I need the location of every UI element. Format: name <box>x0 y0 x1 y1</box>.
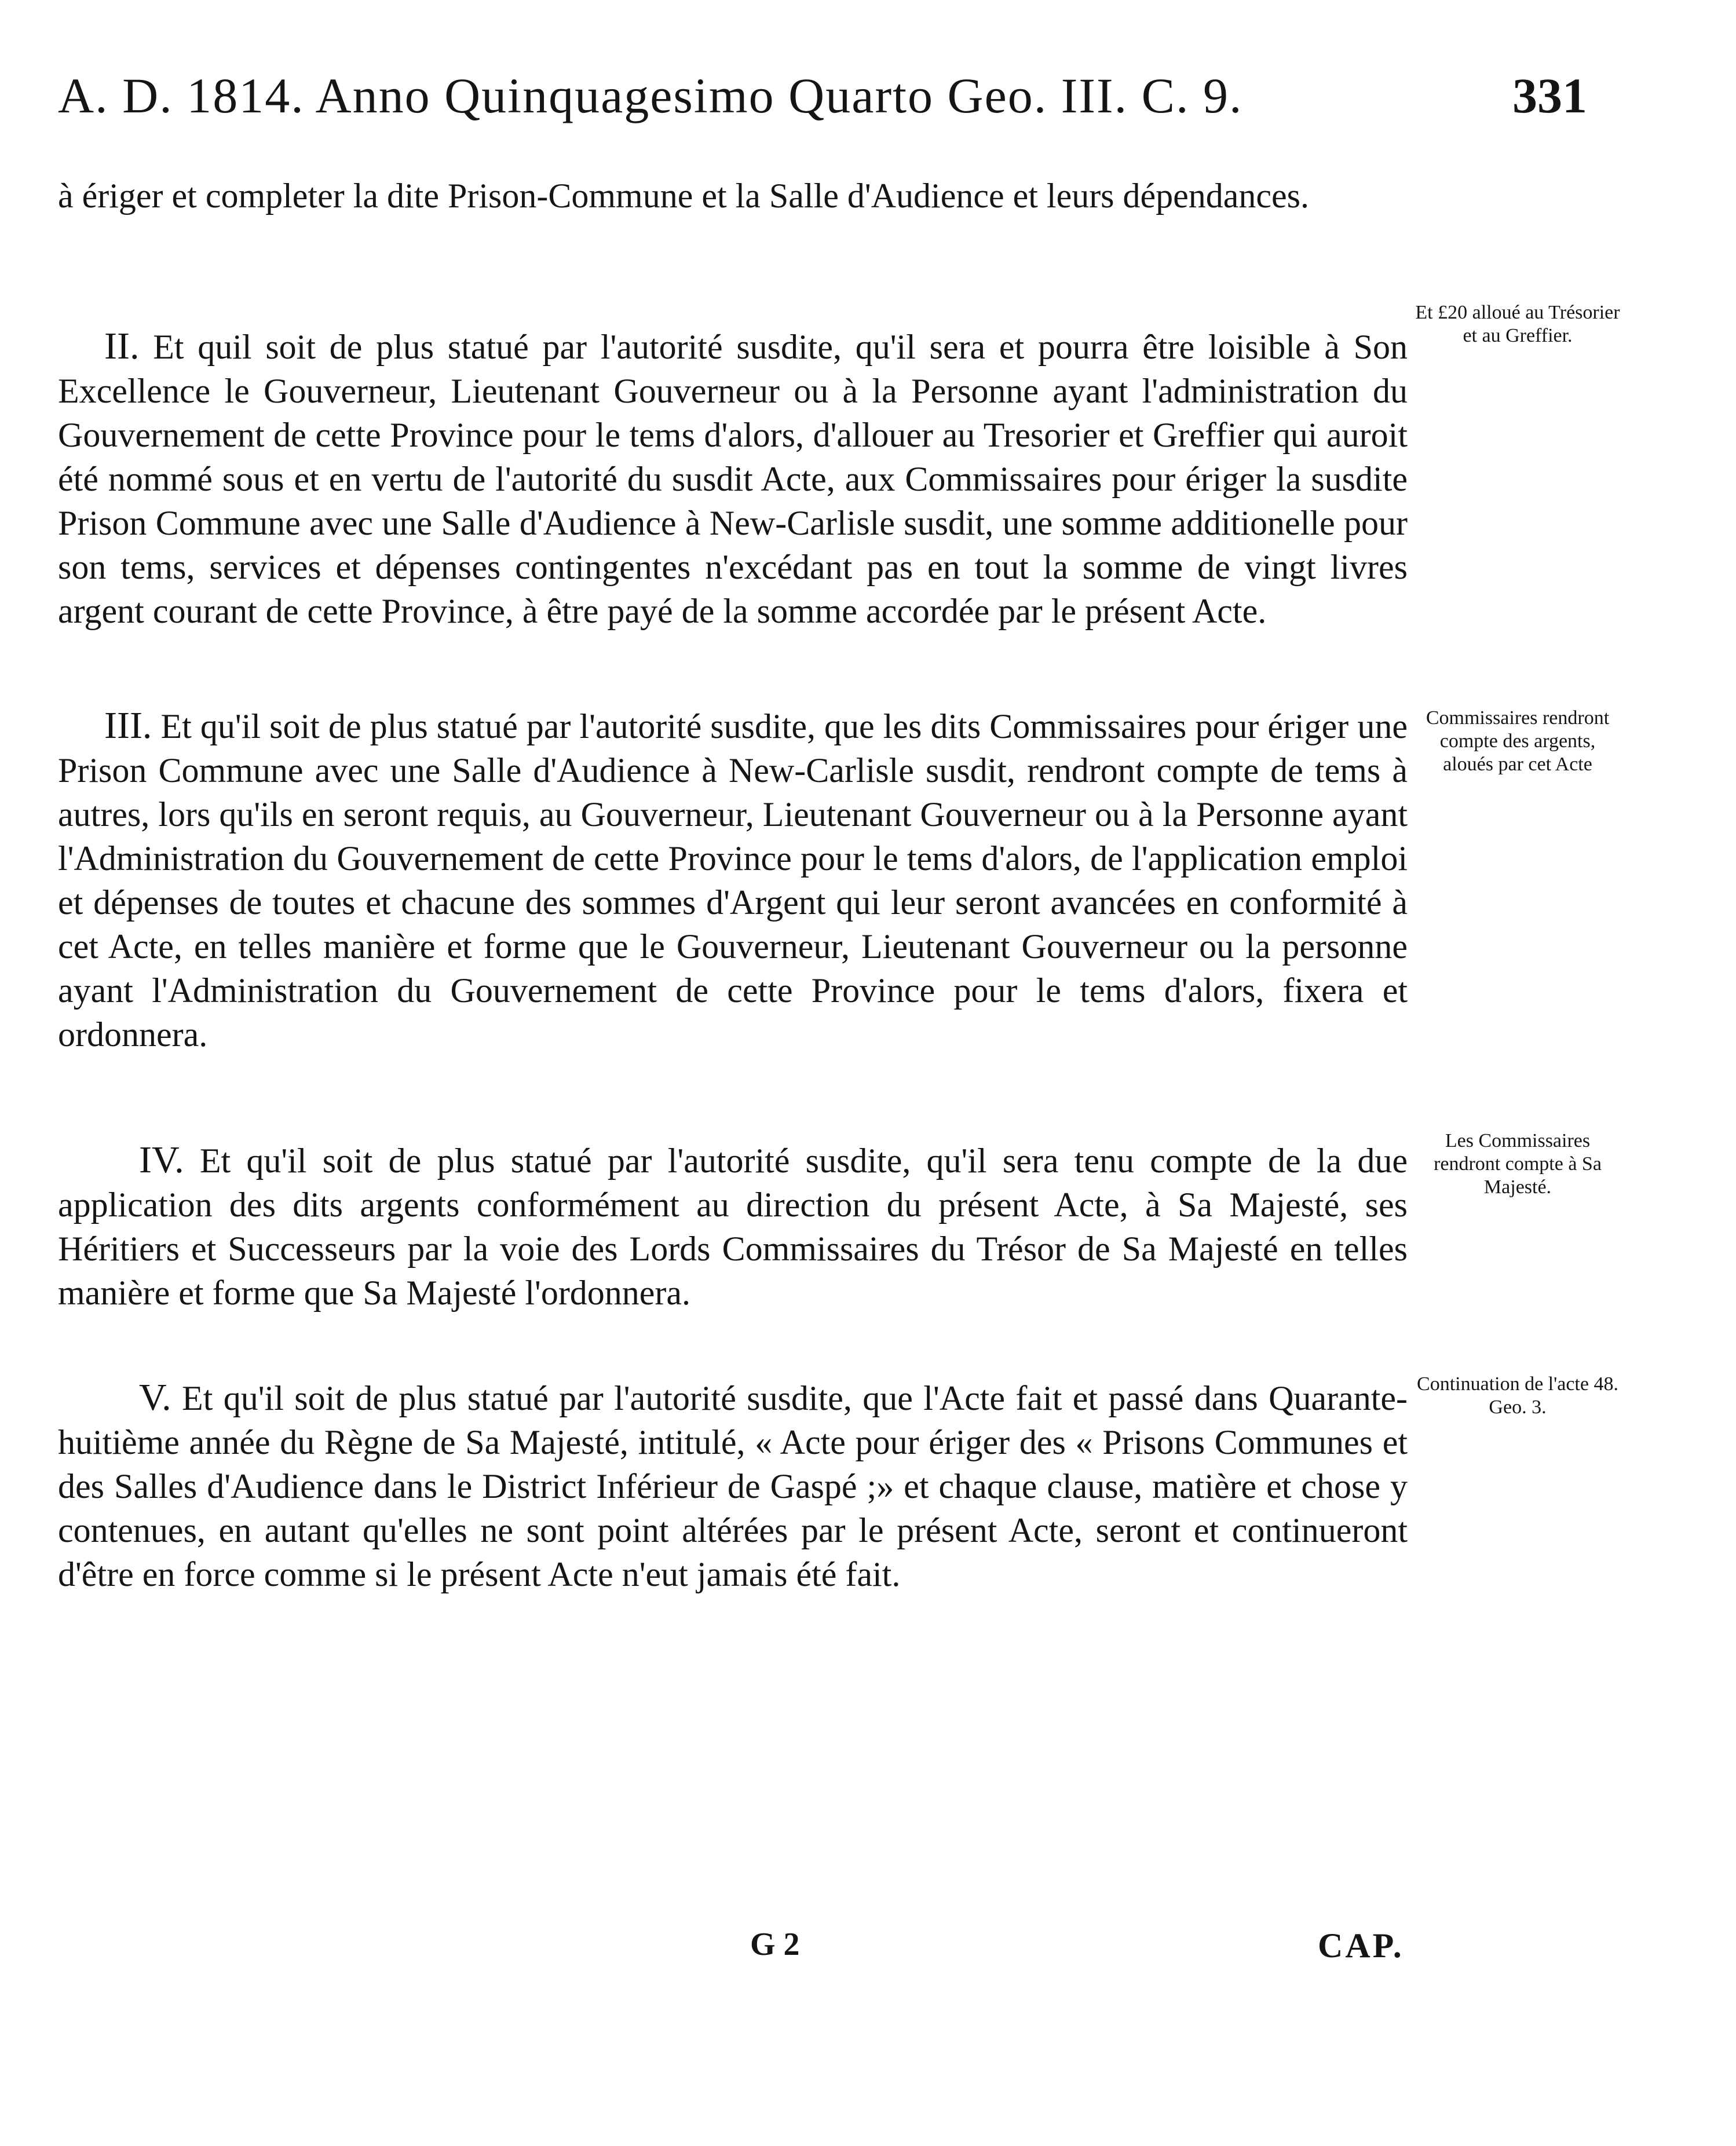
section-number: IV. <box>139 1139 184 1181</box>
margin-note-section-2: Et £20 alloué au Trésorier et au Greffier. <box>1415 302 1620 346</box>
section-4 <box>58 1138 1408 1315</box>
margin-note-section-5: Continuation de l'acte 48. Geo. 3. <box>1417 1373 1618 1418</box>
section-number: II. <box>104 325 140 367</box>
section-text: à ériger et completer la dite Prison-Commune et la Salle d'Audience et leurs dépendances. <box>58 177 1310 215</box>
section-text: Et quil soit de plus statué par l'autorité susdite, qu'il sera et pourra être loisible à Son Excellence le Gouverneur, Lieutenant Gouverneur ou à la Personne ayant l'administration du Gouvernement de cette Province pour le tems d'alors, d'allouer au Tresorier et Greffier qui auroit été nommé sous et en vertu de l'autorité du susdit Acte, aux Commissaires pour ériger la susdite Prison Commune avec une Salle d'Audience à New-Carlisle susdit, une somme additionelle pour son tems, services et dépenses contingentes n'excédant pas en tout la somme de vingt livres argent courant de cette Province, à être payé de la somme accordée par le présent Acte. <box>58 328 1408 630</box>
page-number: 331 <box>1512 68 1587 123</box>
margin-note-section-4: Les Commissaires rendront compte à Sa Majesté. <box>1434 1130 1602 1198</box>
section-text: Et qu'il soit de plus statué par l'autorité susdite, qu'il sera tenu compte de la due application des dits argents conformément au direction du présent Acte, à Sa Majesté, ses Héritiers et Successeurs par la voie des Lords Commissaires du Trésor de Sa Majesté en telles manière et forme que Sa Majesté l'ordonnera. <box>58 1142 1408 1312</box>
section-5 <box>58 1376 1408 1596</box>
running-head: A. D. 1814. Anno Quinquagesimo Quarto Geo. III. C. 9. <box>58 68 1243 123</box>
catchword: CAP. <box>1318 1926 1404 1965</box>
section-number: III. <box>104 704 152 747</box>
section-number: V. <box>139 1376 171 1419</box>
section-2 <box>58 324 1408 633</box>
signature-mark: G 2 <box>750 1926 800 1962</box>
page-header <box>58 67 1587 142</box>
margin-note-section-3: Commissaires rendront compte des argents, aloués par cet Acte <box>1426 707 1610 775</box>
section-text: Et qu'il soit de plus statué par l'autorité susdite, que les dits Commissaires pour ériger une Prison Commune avec une Salle d'Audience à New-Carlisle susdit, rendront compte de tems à autres, lors qu'ils en seront requis, au Gouverneur, Lieutenant Gouverneur ou à la Personne ayant l'Administration du Gouvernement de cette Province pour le tems d'alors, de l'application emploi et dépenses de toutes et chacune des sommes d'Argent qui leur seront avancées en conformité à cet Acte, en telles manière et forme que le Gouverneur, Lieutenant Gouverneur ou la personne ayant l'Administration du Gouvernement de cette Province pour le tems d'alors, fixera et ordonnera. <box>58 707 1408 1054</box>
section-continuation <box>58 174 1408 218</box>
section-text: Et qu'il soit de plus statué par l'autorité susdite, que l'Acte fait et passé dans Quarante-huitième année du Règne de Sa Majesté, intitulé, « Acte pour ériger des « Prisons Communes et des Salles d'Audience dans le District Inférieur de Gaspé ;» et chaque clause, matière et chose y contenues, en autant qu'elles ne sont point altérées par le présent Acte, seront et continueront d'être en force comme si le présent Acte n'eut jamais été fait. <box>58 1379 1408 1593</box>
section-3 <box>58 704 1408 1056</box>
